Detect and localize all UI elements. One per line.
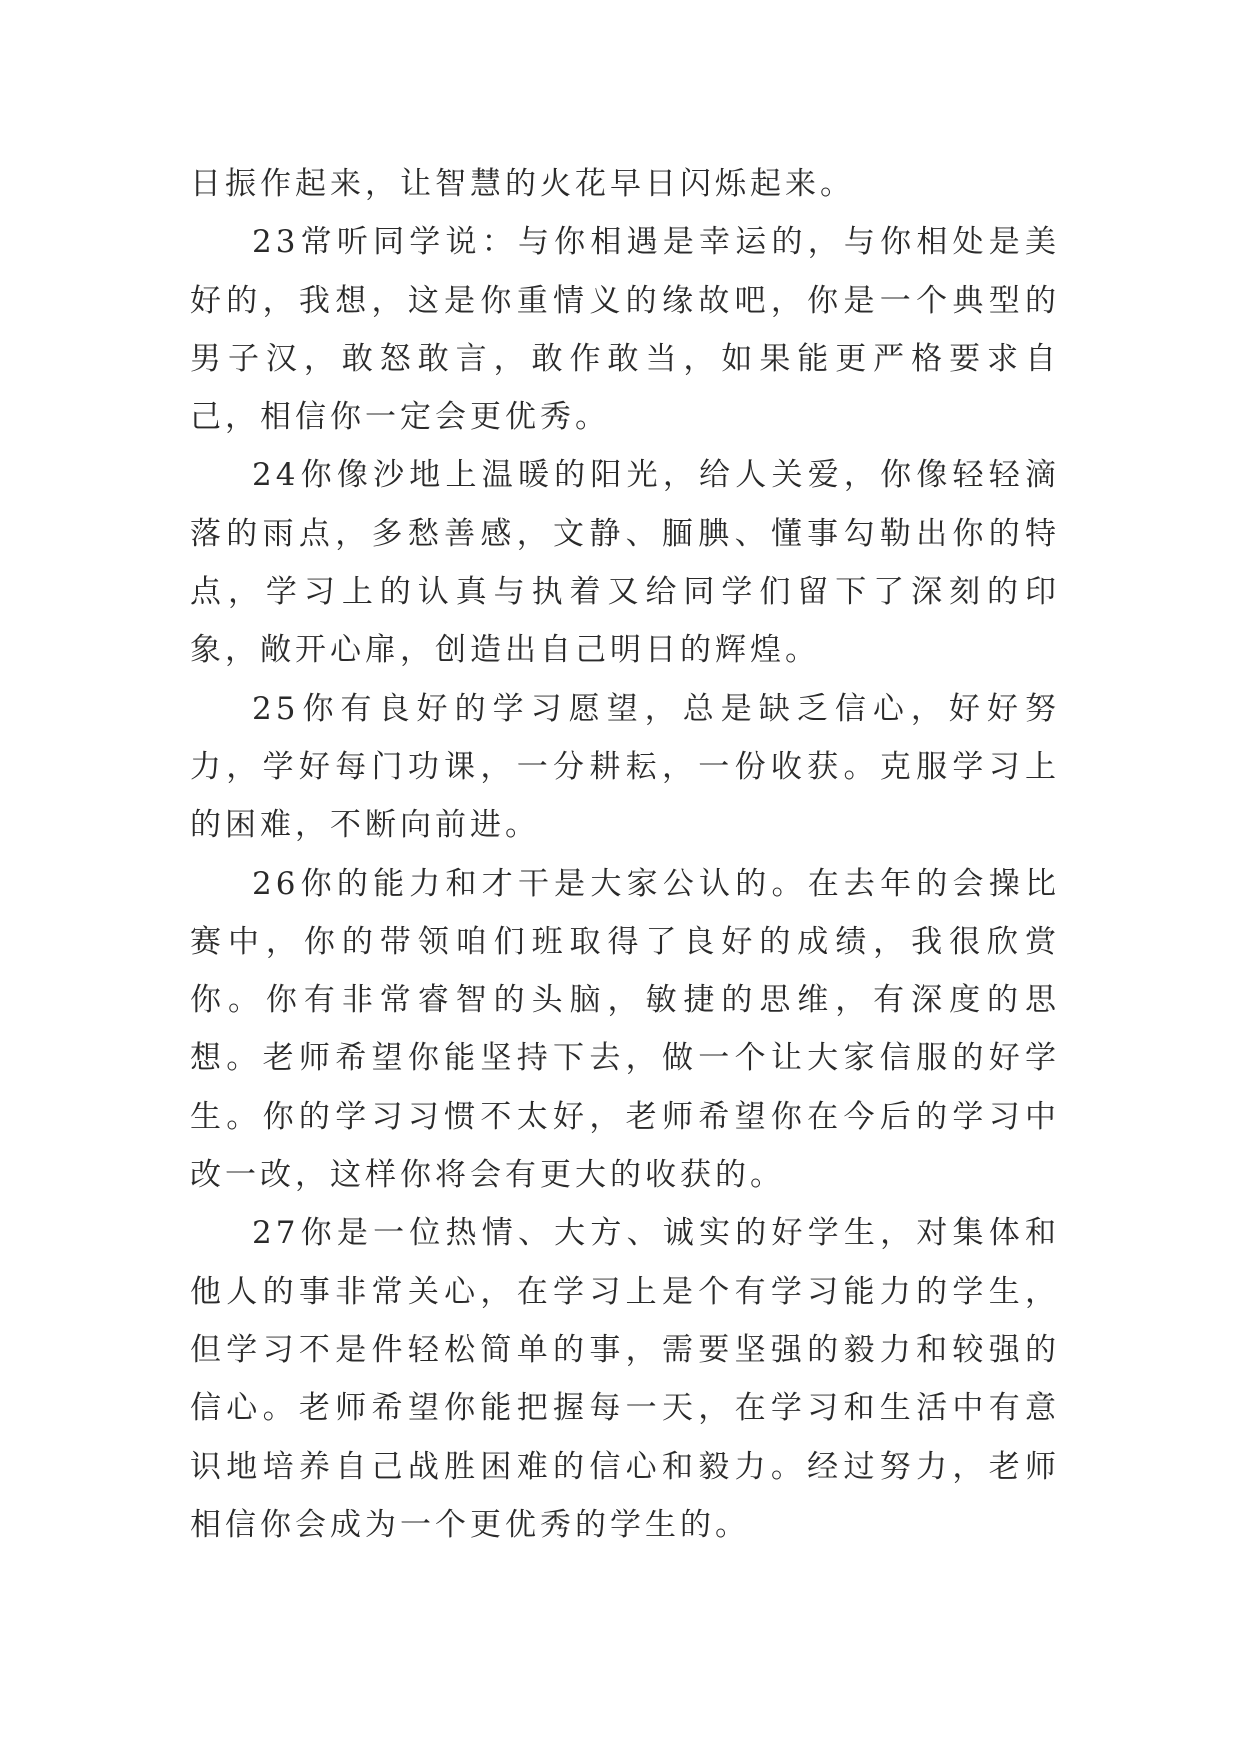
paragraph-23: 23常听同学说：与你相遇是幸运的，与你相处是美好的，我想，这是你重情义的缘故吧，你是一个典型的男子汉，敢怒敢言，敢作敢当，如果能更严格要求自己，相信你一定会更优秀。 [190, 224, 1060, 436]
paragraph-26: 26你的能力和才干是大家公认的。在去年的会操比赛中，你的带领咱们班取得了良好的成绩，我很欣赏你。你有非常睿智的头脑，敏捷的思维，有深度的思想。老师希望你能坚持下去，做一个让大家信服的好学生。你的学习习惯不太好，老师希望你在今后的学习中改一改，这样你将会有更大的收获的。 [190, 865, 1060, 1194]
paragraph-24: 24你像沙地上温暖的阳光，给人关爱，你像轻轻滴落的雨点，多愁善感，文静、腼腆、懂事勾勒出你的特点，学习上的认真与执着又给同学们留下了深刻的印象，敞开心扉，创造出自己明日的辉煌。 [190, 457, 1060, 669]
document-body [190, 155, 1060, 1554]
paragraph-27: 27你是一位热情、大方、诚实的好学生，对集体和他人的事非常关心，在学习上是个有学习能力的学生，但学习不是件轻松简单的事，需要坚强的毅力和较强的信心。老师希望你能把握每一天，在学习和生活中有意识地培养自己战胜困难的信心和毅力。经过努力，老师相信你会成为一个更优秀的学生的。 [190, 1215, 1060, 1543]
paragraph-25: 25你有良好的学习愿望，总是缺乏信心，好好努力，学好每门功课，一分耕耘，一份收获。克服学习上的困难，不断向前进。 [190, 690, 1060, 844]
paragraph-continued: 日振作起来，让智慧的火花早日闪烁起来。 [190, 166, 855, 202]
